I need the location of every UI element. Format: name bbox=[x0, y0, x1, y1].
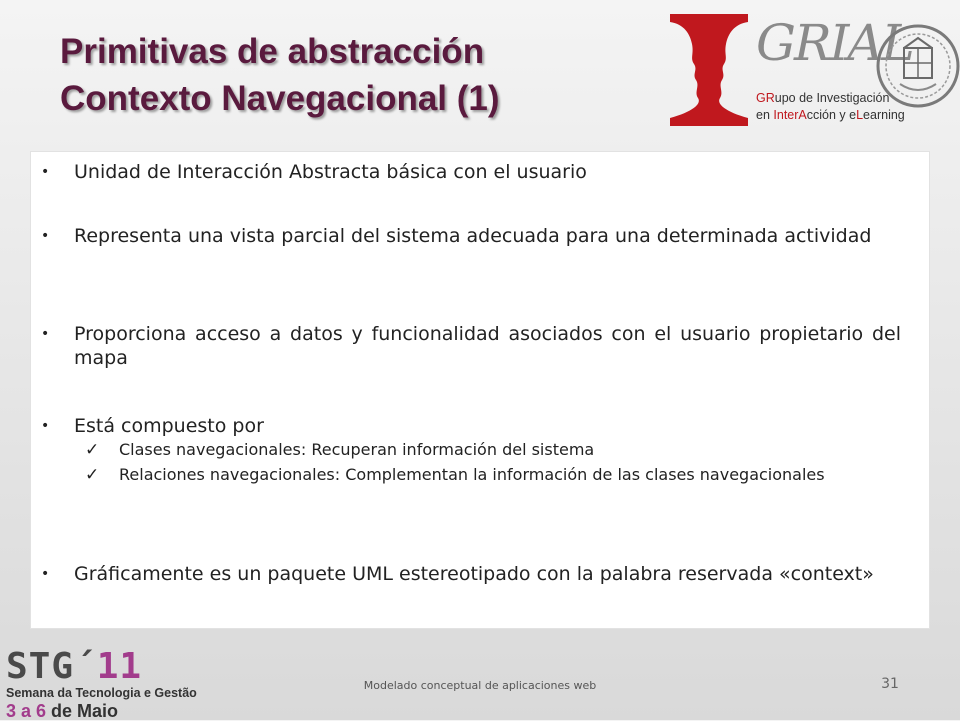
bullet-dot-icon: • bbox=[41, 164, 50, 180]
bullet-item: • Representa una vista parcial del sistema adecuada para una determinada actividad bbox=[41, 225, 872, 247]
event-tagline: Semana da Tecnologia e Gestão bbox=[6, 686, 197, 700]
event-brand: STG´11 bbox=[6, 646, 143, 687]
footer-text: Modelado conceptual de aplicaciones web bbox=[363, 679, 597, 692]
bullet-dot-icon: • bbox=[41, 228, 50, 244]
event-logo bbox=[6, 648, 206, 721]
bullet-item: • Unidad de Interacción Abstracta básica con el usuario bbox=[41, 161, 587, 183]
sub-list bbox=[41, 440, 901, 485]
grial-subtitle: GRupo de Investigación en InterAcción y eLearning bbox=[756, 91, 905, 122]
vase-faces-icon bbox=[668, 14, 750, 126]
slide-title-line-1: Primitivas de abstracción bbox=[60, 32, 485, 71]
grial-wordmark: GRIAL bbox=[756, 14, 913, 72]
university-seal-icon bbox=[876, 4, 960, 128]
bullet-item: • Gráficamente es un paquete UML estereotipado con la palabra reservada «context» bbox=[41, 563, 874, 585]
bullet-dot-icon: • bbox=[41, 326, 50, 342]
slide-title bbox=[60, 28, 500, 122]
bullet-dot-icon: • bbox=[41, 566, 50, 582]
sub-item: ✓ Clases navegacionales: Recuperan información del sistema bbox=[85, 440, 595, 460]
slide-title-line-2: Contexto Navegacional (1) bbox=[60, 79, 500, 118]
sub-item: ✓ Relaciones navegacionales: Complementan la información de las clases navegacionales bbox=[85, 465, 825, 485]
bullet-item: • Proporciona acceso a datos y funcionalidad asociados con el usuario propietario del mapa bbox=[41, 323, 901, 369]
event-dates: 3 a 6 de Maio bbox=[6, 701, 119, 721]
content-panel bbox=[30, 151, 930, 629]
page-number: 31 bbox=[881, 676, 899, 692]
bullet-item: • Está compuesto por ✓ Clases navegacionales: Recuperan información del sistema ✓ Relaciones navegacionales: Complementan la información de las clases navegacionales bbox=[41, 414, 901, 490]
check-icon: ✓ bbox=[85, 465, 100, 485]
check-icon: ✓ bbox=[85, 440, 100, 460]
bullet-dot-icon: • bbox=[41, 418, 50, 434]
